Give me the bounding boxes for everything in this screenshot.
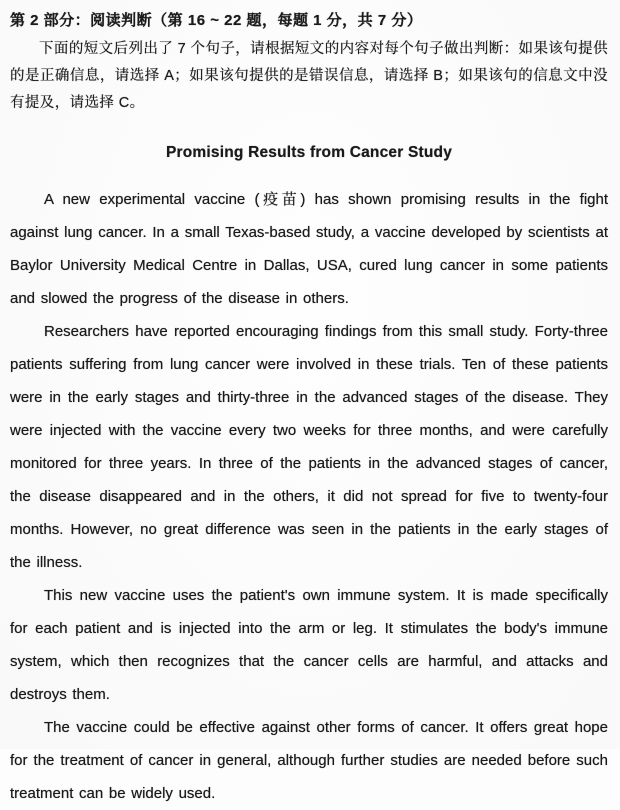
article-body xyxy=(10,183,608,810)
section-header: 第 2 部分：阅读判断（第 16 ~ 22 题，每题 1 分，共 7 分） xyxy=(10,12,423,29)
article-paragraph-4: The vaccine could be effective against other forms of cancer. It offers great hope for the treatment of cancer in general, although further studies are needed before such treatment can be widely used. xyxy=(10,719,608,802)
article-paragraph-1: A new experimental vaccine (疫苗) has shown promising results in the fight against lung cancer. In a small Texas-based study, a vaccine developed by scientists at Baylor University Medical Centre in Dallas, USA, cured lung cancer in some patients and slowed the progress of the disease in others. xyxy=(10,191,608,307)
article-title: Promising Results from Cancer Study xyxy=(165,144,453,161)
article-paragraph-2: Researchers have reported encouraging findings from this small study. Forty-three patients suffering from lung cancer were involved in these trials. Ten of these patients were in the early stages and thirty-three in the advanced stages of the disease. They were injected with the vaccine every two weeks for three months, and were carefully monitored for three years. In three of the patients in the advanced stages of cancer, the disease disappeared and in the others, it did not spread for five to twenty-four months. However, no great difference was seen in the patients in the early stages of the illness. xyxy=(10,323,608,571)
article-paragraph-3: This new vaccine uses the patient's own immune system. It is made specifically for each patient and is injected into the arm or leg. It stimulates the body's immune system, which then recognizes that the cancer cells are harmful, and attacks and destroys them. xyxy=(10,587,608,703)
section-instructions: 下面的短文后列出了 7 个句子，请根据短文的内容对每个句子做出判断：如果该句提供的是正确信息，请选择 A；如果该句提供的是错误信息，请选择 B；如果该句的信息文中没有提及，请选择 C。 xyxy=(10,41,608,111)
